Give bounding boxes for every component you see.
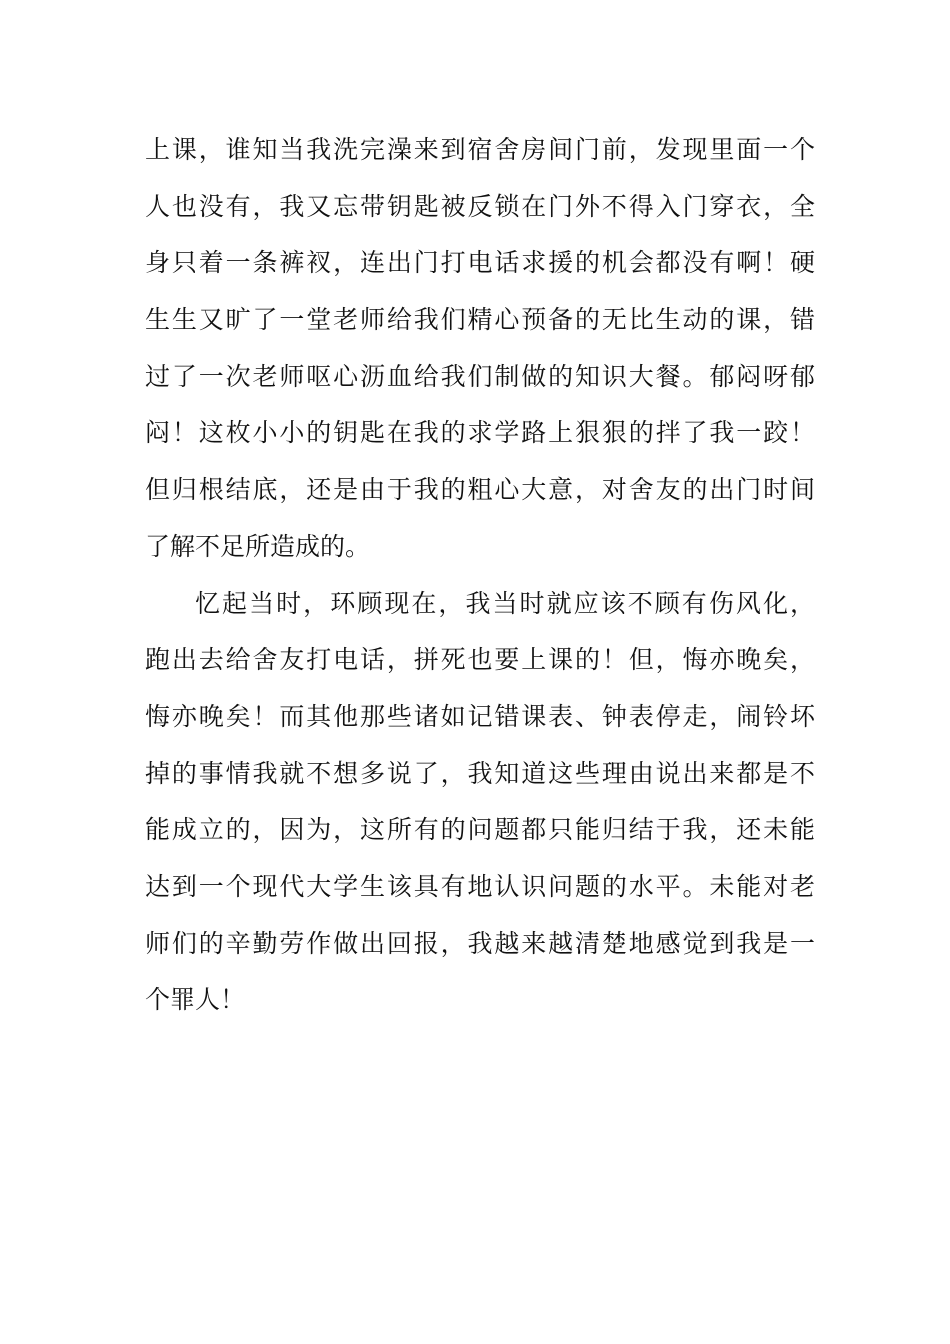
text-line: 忆起当时，环顾现在，我当时就应该不顾有伤风化，	[195, 588, 815, 618]
text-line: 跑出去给舍友打电话，拼死也要上课的！但，悔亦晚矣，	[145, 645, 815, 675]
text-line: 上课，谁知当我洗完澡来到宿舍房间门前，发现里面一个	[145, 135, 815, 164]
text-line: 达到一个现代大学生该具有地认识问题的水平。未能对老	[145, 871, 815, 901]
paragraph-1	[145, 122, 815, 576]
text-line: 人也没有，我又忘带钥匙被反锁在门外不得入门穿衣，全	[145, 191, 815, 221]
text-line: 身只着一条裤衩，连出门打电话求援的机会都没有啊！硬	[145, 248, 815, 278]
paragraph-2	[145, 576, 815, 1030]
text-line: 个罪人！	[145, 985, 246, 1015]
text-line: 但归根结底，还是由于我的粗心大意，对舍友的出门时间	[145, 475, 815, 505]
text-line: 能成立的，因为，这所有的问题都只能归结于我，还未能	[145, 815, 815, 845]
text-line: 悔亦晚矣！而其他那些诸如记错课表、钟表停走，闹铃坏	[145, 701, 815, 731]
text-line: 师们的辛勤劳作做出回报，我越来越清楚地感觉到我是一	[145, 928, 815, 958]
text-line: 了解不足所造成的。	[145, 531, 371, 561]
text-line: 过了一次老师呕心沥血给我们制做的知识大餐。郁闷呀郁	[145, 361, 815, 391]
body-text	[145, 122, 815, 1029]
text-line: 闷！这枚小小的钥匙在我的求学路上狠狠的拌了我一跤！	[145, 418, 815, 448]
text-line: 掉的事情我就不想多说了，我知道这些理由说出来都是不	[145, 758, 815, 788]
text-line: 生生又旷了一堂老师给我们精心预备的无比生动的课，错	[145, 305, 815, 335]
